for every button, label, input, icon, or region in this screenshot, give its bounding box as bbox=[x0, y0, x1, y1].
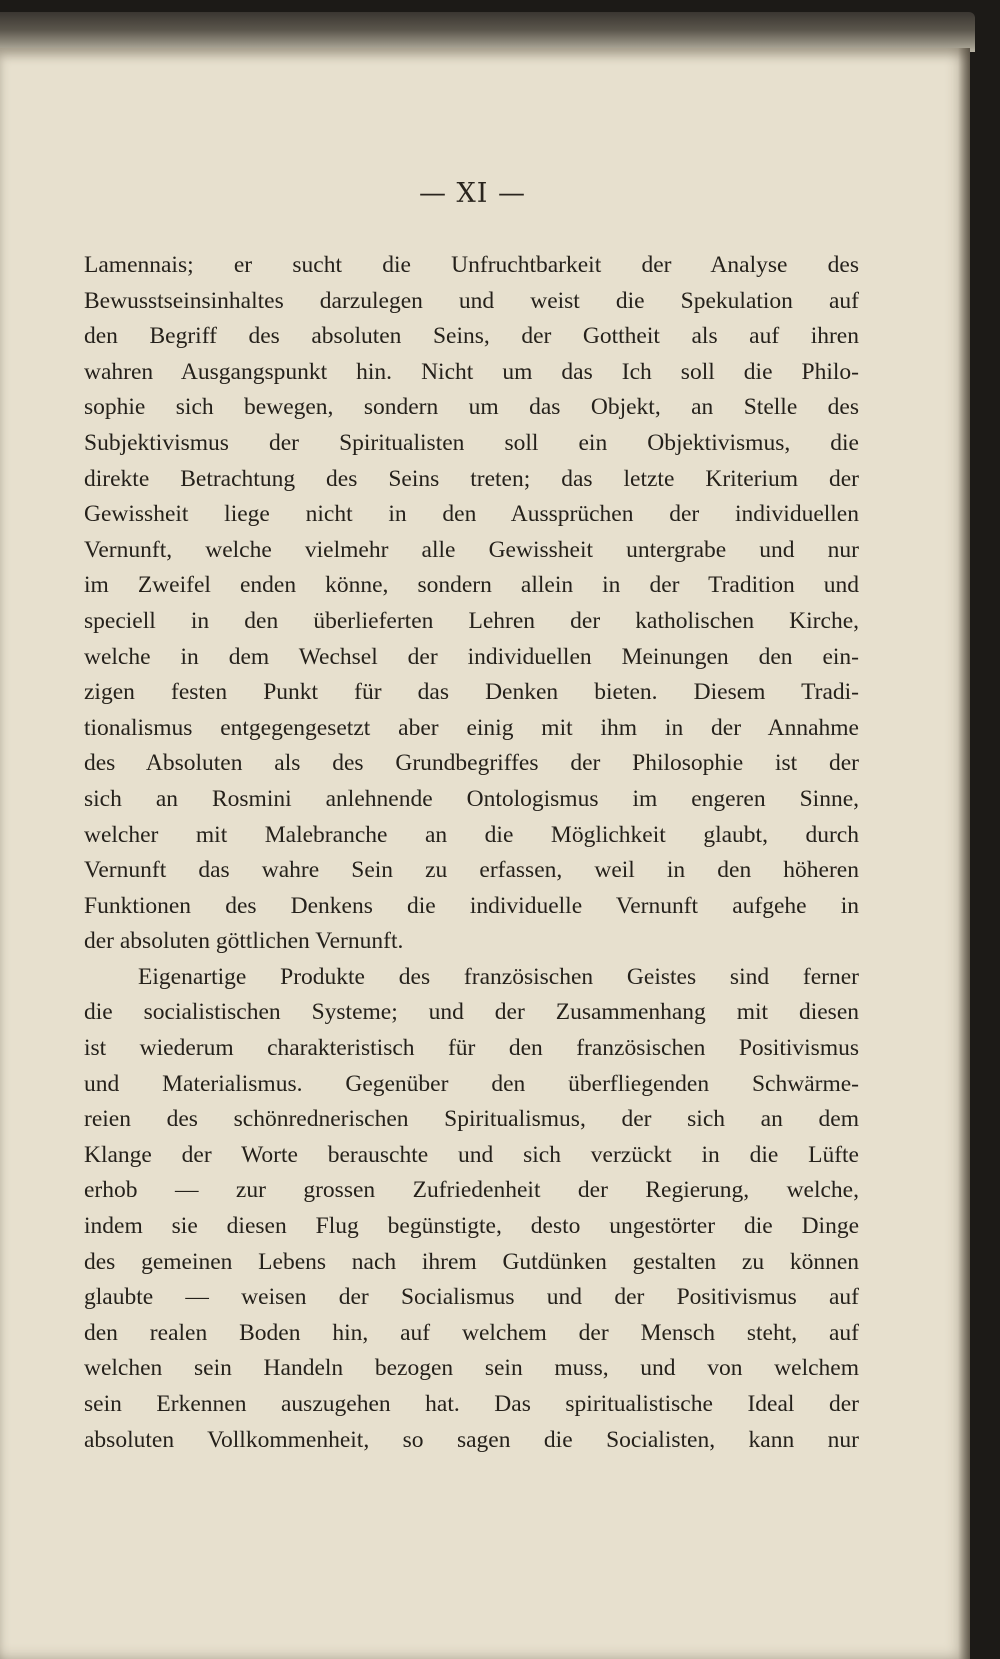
text-line: im Zweifel enden könne, sondern allein in der Tradition und bbox=[84, 572, 859, 599]
text-line: speciell in den überlieferten Lehren der katholischen Kirche, bbox=[84, 607, 859, 634]
text-line: sophie sich bewegen, sondern um das Objekt, an Stelle des bbox=[84, 394, 859, 421]
text-line: Subjektivismus der Spiritualisten soll ein Objektivismus, die bbox=[84, 429, 859, 456]
text-line: des Absoluten als des Grundbegriffes der Philosophie ist der bbox=[84, 750, 859, 777]
text-line: erhob — zur grossen Zufriedenheit der Regierung, welche, bbox=[84, 1177, 859, 1204]
text-line: welchen sein Handeln bezogen sein muss, und von welchem bbox=[84, 1355, 859, 1382]
text-line: indem sie diesen Flug begünstigte, desto ungestörter die Dinge bbox=[84, 1213, 859, 1240]
text-line: Vernunft, welche vielmehr alle Gewissheit untergrabe und nur bbox=[84, 536, 859, 563]
page-number: — XI — bbox=[418, 178, 527, 209]
text-line: welche in dem Wechsel der individuellen Meinungen den ein- bbox=[84, 643, 859, 670]
book-top-edge bbox=[0, 12, 975, 52]
text-line: Lamennais; er sucht die Unfruchtbarkeit der Analyse des bbox=[84, 252, 859, 278]
text-line: des gemeinen Lebens nach ihrem Gutdünken gestalten zu können bbox=[84, 1248, 859, 1275]
text-line: Klange der Worte berauschte und sich verzückt in die Lüfte bbox=[84, 1141, 859, 1168]
text-line: wahren Ausgangspunkt hin. Nicht um das Ich soll die Philo- bbox=[84, 358, 859, 385]
text-line: sich an Rosmini anlehnende Ontologismus im engeren Sinne, bbox=[84, 785, 859, 812]
text-line: sein Erkennen auszugehen hat. Das spiritualistische Ideal der bbox=[84, 1391, 859, 1417]
text-line: Vernunft das wahre Sein zu erfassen, weil in den höheren bbox=[84, 857, 859, 884]
text-line: absoluten Vollkommenheit, so sagen die Socialisten, kann nur bbox=[84, 1426, 859, 1453]
text-line: der absoluten göttlichen Vernunft. bbox=[84, 928, 404, 955]
paragraph-2 bbox=[84, 960, 859, 1458]
text-line: Gewissheit liege nicht in den Aussprüchen der individuellen bbox=[84, 501, 859, 528]
text-line: den Begriff des absoluten Seins, der Gottheit als auf ihren bbox=[84, 323, 859, 350]
text-line: tionalismus entgegengesetzt aber einig mit ihm in der Annahme bbox=[84, 714, 859, 741]
text-line: Bewusstseinsinhaltes darzulegen und weist die Spekulation auf bbox=[84, 287, 859, 314]
text-line: zigen festen Punkt für das Denken bieten. Diesem Tradi- bbox=[84, 679, 859, 706]
text-line: Eigenartige Produkte des französischen Geistes sind ferner bbox=[138, 963, 859, 990]
text-line: Funktionen des Denkens die individuelle Vernunft aufgehe in bbox=[84, 892, 859, 919]
text-line: welcher mit Malebranche an die Möglichkeit glaubt, durch bbox=[84, 821, 859, 848]
text-line: reien des schönrednerischen Spiritualismus, der sich an dem bbox=[84, 1106, 859, 1133]
text-line: glaubte — weisen der Socialismus und der Positivismus auf bbox=[84, 1284, 859, 1311]
text-line: die socialistischen Systeme; und der Zusammenhang mit diesen bbox=[84, 999, 859, 1026]
text-line: ist wiederum charakteristisch für den französischen Positivismus bbox=[84, 1035, 859, 1062]
text-line: den realen Boden hin, auf welchem der Mensch steht, auf bbox=[84, 1319, 859, 1346]
body-text bbox=[84, 248, 859, 1458]
text-line: direkte Betrachtung des Seins treten; das letzte Kriterium der bbox=[84, 465, 859, 492]
paragraph-1 bbox=[84, 248, 859, 960]
text-line: und Materialismus. Gegenüber den überfliegenden Schwärme- bbox=[84, 1070, 859, 1097]
